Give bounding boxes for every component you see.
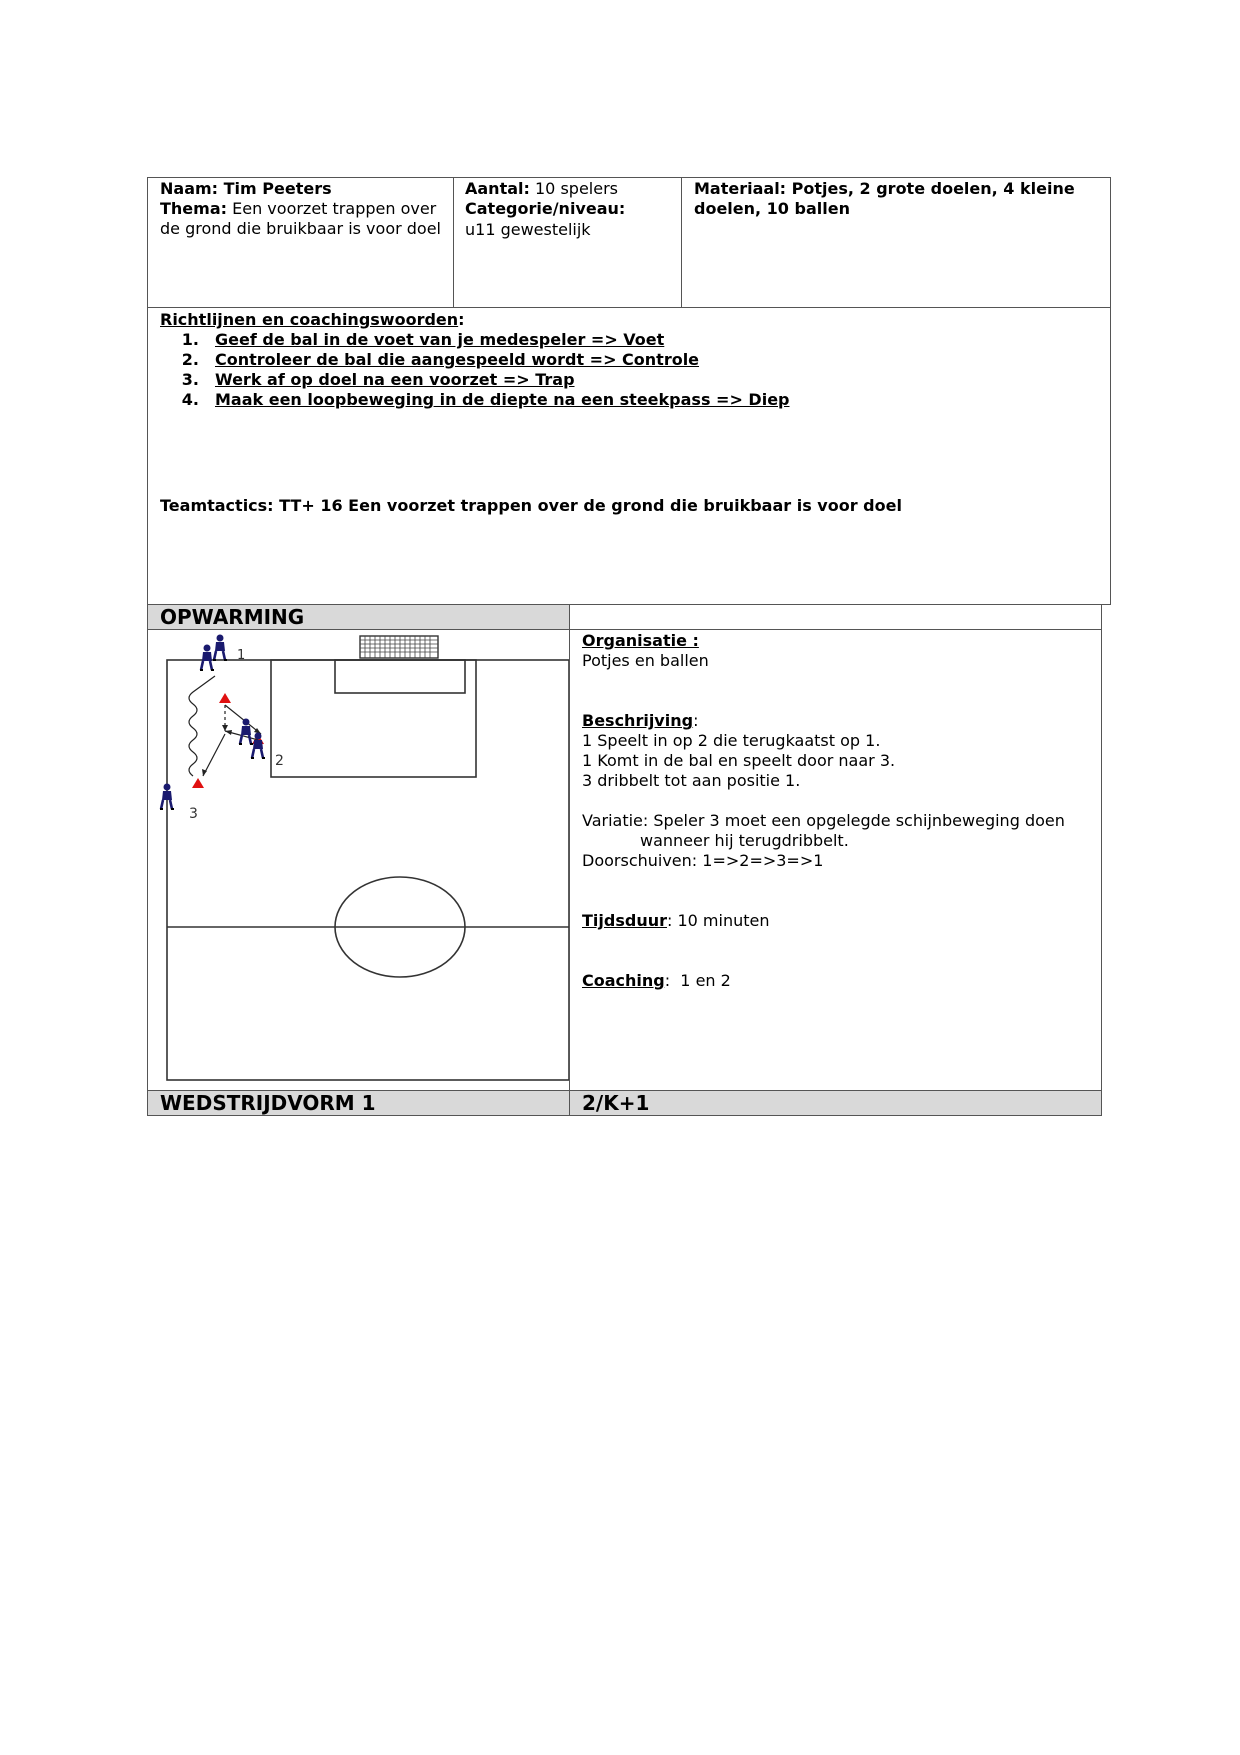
warmup-title: OPWARMING [160, 605, 305, 629]
goal-net [360, 636, 438, 658]
tijdsduur-label: Tijdsduur [582, 911, 667, 930]
naam-label: Naam: Tim Peeters [160, 179, 332, 198]
description-line: 1 Speelt in op 2 die terugkaatst op 1. [582, 731, 881, 750]
goal-area [335, 660, 465, 693]
categorie-label: Categorie/niveau: [465, 199, 626, 218]
guidelines-title-text: Richtlijnen en coachingswoorden [160, 310, 459, 329]
beschrijving-label: Beschrijving [582, 711, 694, 730]
list-item [177, 390, 790, 410]
list-item-text: Geef de bal in de voet van je medespeler => Voet [215, 330, 665, 349]
cone-1 [219, 693, 231, 703]
materiaal: Materiaal: Potjes, 2 grote doelen, 4 kleine doelen, 10 ballen [694, 179, 1075, 218]
guidelines-list [177, 330, 790, 410]
warmup-description [582, 631, 1092, 991]
aantal-label: Aantal: [465, 179, 530, 198]
thema-value: Een voorzet trappen over de grond die bruikbaar is voor doel [160, 199, 441, 238]
pass-arrow [203, 734, 225, 776]
penalty-area [271, 660, 476, 777]
match-title: WEDSTRIJDVORM 1 [160, 1091, 376, 1115]
coaching-label: Coaching [582, 971, 665, 990]
field-outline [167, 660, 569, 1080]
description-line: 1 Komt in de bal en speelt door naar 3. [582, 751, 896, 770]
categorie-value: u11 gewestelijk [465, 220, 591, 239]
aantal [465, 179, 618, 199]
player-1b [213, 635, 227, 661]
beschrijving [582, 711, 1092, 731]
list-item-text: Controleer de bal die aangespeeld wordt => Controle [215, 350, 700, 369]
aantal-value: 10 spelers [535, 179, 618, 198]
list-item-number: 3. [181, 370, 199, 389]
coaching-value: : 1 en 2 [664, 971, 731, 990]
field-diagram [148, 630, 569, 1090]
list-item-number: 1. [181, 330, 199, 349]
guidelines-title-suffix: : [458, 310, 465, 329]
cone-3 [192, 778, 204, 788]
warmup-header-right [569, 604, 1102, 630]
player-label-3: 3 [189, 806, 198, 822]
doorschuiven: Doorschuiven: 1=>2=>3=>1 [582, 851, 824, 870]
teamtactics: Teamtactics: TT+ 16 Een voorzet trappen over de grond die bruikbaar is voor doel [160, 496, 902, 515]
beschrijving-suffix: : [693, 711, 699, 730]
variatie-line-indent: wanneer hij terugdribbelt. [640, 831, 849, 850]
description-line: 3 dribbelt tot aan positie 1. [582, 771, 801, 790]
coaching [582, 971, 1092, 991]
match-format: 2/K+1 [582, 1091, 650, 1115]
player-1a [200, 645, 214, 671]
list-item-text: Werk af op doel na een voorzet => Trap [215, 370, 575, 389]
player-label-2: 2 [275, 753, 284, 769]
list-item [177, 370, 790, 390]
tijdsduur [582, 911, 1092, 931]
list-item-number: 4. [181, 390, 199, 409]
organisatie-label: Organisatie : [582, 631, 699, 650]
tijdsduur-value: : 10 minuten [666, 911, 770, 930]
list-item-text: Maak een loopbeweging in de diepte na een steekpass => Diep [215, 390, 790, 409]
list-item [177, 330, 790, 350]
player-2a [239, 719, 253, 745]
thema [160, 199, 445, 239]
organisatie-value: Potjes en ballen [582, 651, 709, 670]
variatie-line: Variatie: Speler 3 moet een opgelegde schijnbeweging doen [582, 811, 1065, 830]
list-item [177, 350, 790, 370]
guidelines-title [160, 310, 465, 330]
player-label-1: 1 [237, 648, 246, 663]
thema-label: Thema: [160, 199, 228, 218]
player-2b [251, 733, 265, 759]
list-item-number: 2. [181, 350, 199, 369]
